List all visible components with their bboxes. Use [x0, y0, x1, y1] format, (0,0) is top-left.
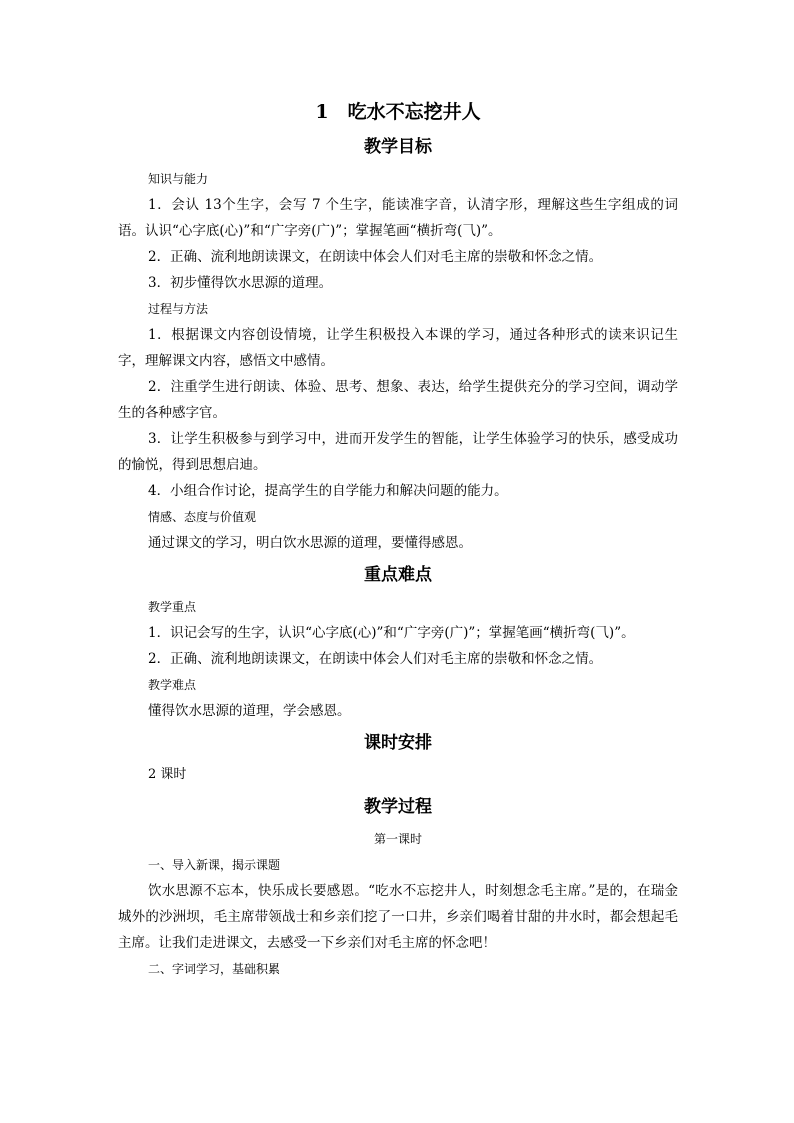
schedule-text: 2 课时: [148, 767, 187, 782]
subheading-focus: 教学重点: [148, 600, 197, 614]
goal-knowledge-item-2: 2．正确、流利地朗读课文，在朗读中体会人们对毛主席的崇敬和怀念之情。: [148, 249, 603, 265]
goal-process-item-1: 1．根据课文内容创设情境，让学生积极投入本课的学习，通过各种形式的读来识记生字，理解课文内容，感悟文中感情。: [118, 327, 678, 369]
heading-teaching-goals: 教学目标: [364, 137, 432, 157]
subheading-process: 过程与方法: [148, 302, 209, 316]
goal-process-item-4: 4．小组合作讨论，提高学生的自学能力和解决问题的能力。: [148, 483, 508, 499]
goal-knowledge-item-1: 1．会认 13个生字，会写 7 个生字，能读准字音，认清字形，理解这些生字组成的词语。认识“心字底(心)”和“广字旁(广)”；掌握笔画“横折弯(⺄)”。: [118, 197, 678, 239]
goal-emotion-text: 通过课文的学习，明白饮水思源的道理，要懂得感恩。: [148, 535, 472, 551]
focus-item-2: 2．正确、流利地朗读课文，在朗读中体会人们对毛主席的崇敬和怀念之情。: [148, 651, 603, 667]
document-content: [118, 96, 678, 982]
goal-process-item-2: 2．注重学生进行朗读、体验、思考、想象、表达，给学生提供充分的学习空间，调动学生的各种感字官。: [118, 379, 678, 421]
lesson-title: 1 吃水不忘挖井人: [315, 101, 481, 123]
subheading-emotion: 情感、态度与价值观: [148, 510, 257, 524]
step-1-text: 饮水思源不忘本，快乐成长要感恩。“吃水不忘挖井人，时刻想念毛主席。”是的，在瑞金城外的沙洲坝，毛主席带领战士和乡亲们挖了一口井，乡亲们喝着甘甜的井水时，都会想起毛主席。让我们走进课文，去感受一下乡亲们对毛主席的怀念吧！: [118, 883, 678, 951]
step-2-label: 二、字词学习，基础积累: [148, 962, 281, 976]
subheading-knowledge: 知识与能力: [148, 172, 209, 186]
goal-process-item-3: 3．让学生积极参与到学习中，进而开发学生的智能，让学生体验学习的快乐，感受成功的愉悦，得到思想启迪。: [118, 431, 678, 473]
goal-knowledge-item-3: 3．初步懂得饮水思源的道理。: [148, 275, 333, 291]
difficulty-text: 懂得饮水思源的道理，学会感恩。: [148, 703, 351, 719]
focus-item-1: 1．识记会写的生字，认识“心字底(心)”和“广字旁(广)”；掌握笔画“横折弯(⺄)”。: [148, 625, 635, 641]
heading-key-points: 重点难点: [364, 565, 432, 585]
lesson-period-label: 第一课时: [373, 832, 422, 846]
step-1-label: 一、导入新课，揭示课题: [148, 858, 281, 872]
heading-teaching-process: 教学过程: [364, 797, 432, 817]
subheading-difficulty: 教学难点: [148, 678, 197, 692]
heading-schedule: 课时安排: [364, 733, 432, 753]
